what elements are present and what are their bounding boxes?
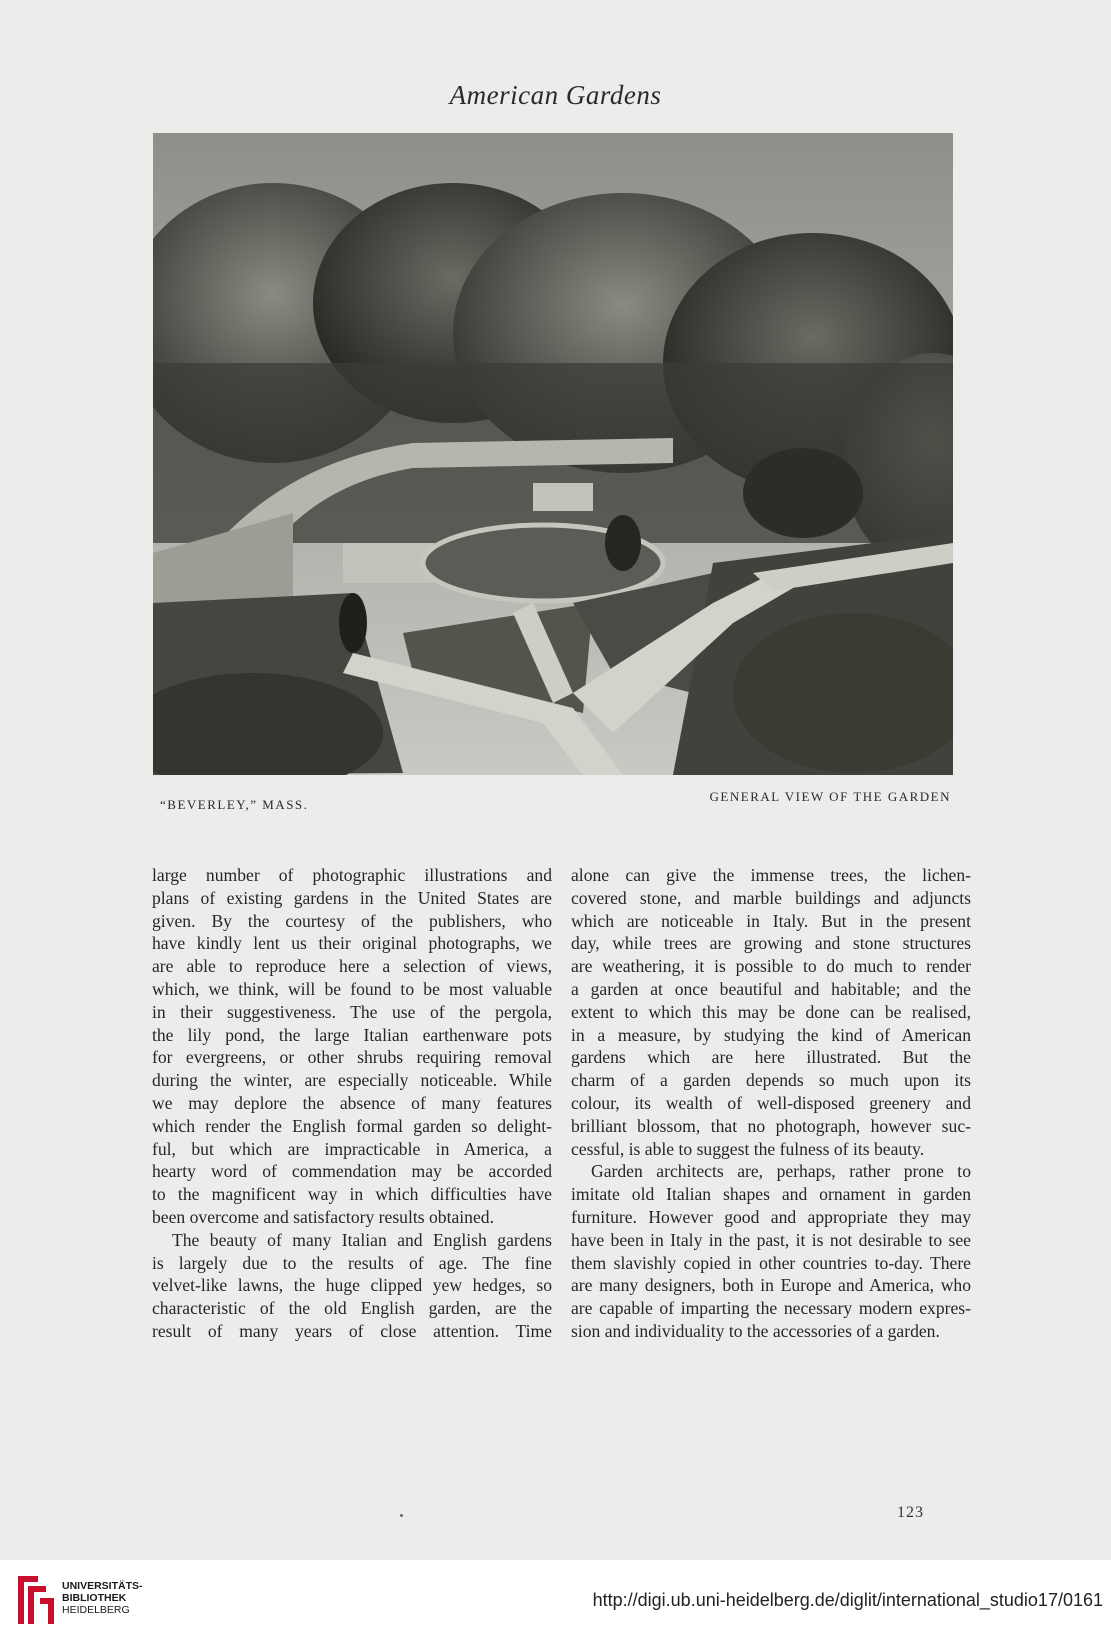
text-line: sion and individuality to the accessories of a garden.: [571, 1320, 940, 1341]
text-line: which render the English formal garden so delight-: [152, 1115, 552, 1136]
garden-photograph: [153, 133, 953, 775]
university-library-logo-icon: [12, 1572, 58, 1628]
text-line: the lily pond, the large Italian earthenware pots: [152, 1024, 552, 1045]
text-line: day, while trees are growing and stone structures: [571, 933, 971, 954]
text-line: The beauty of many Italian and English gardens: [172, 1229, 552, 1250]
page-number: 123: [897, 1504, 924, 1521]
library-name-line: HEIDELBERG: [62, 1604, 130, 1616]
text-line: imitate old Italian shapes and ornament in garden: [571, 1184, 971, 1205]
text-column-right: [571, 864, 971, 1343]
text-line: them slavishly copied in other countries to-day. There: [571, 1252, 971, 1273]
text-line: are many designers, both in Europe and America, who: [571, 1275, 971, 1296]
text-line: characteristic of the old English garden, are the: [152, 1298, 552, 1319]
text-line: during the winter, are especially noticeable. While: [152, 1070, 552, 1091]
text-line: have kindly lent us their original photographs, we: [152, 933, 552, 954]
running-title: American Gardens: [449, 80, 662, 110]
caption-title: GENERAL VIEW OF THE GARDEN: [709, 789, 951, 804]
text-line: ful, but which are impracticable in America, a: [152, 1138, 552, 1159]
text-line: which, we think, will be found to be most valuable: [152, 978, 552, 999]
text-line: in a measure, by studying the kind of American: [571, 1024, 971, 1045]
text-line: gardens which are here illustrated. But the: [571, 1047, 971, 1068]
library-name-line: UNIVERSITÄTS-: [62, 1580, 143, 1592]
text-line: plans of existing gardens in the United States are: [152, 887, 552, 908]
text-line: for evergreens, or other shrubs requiring removal: [152, 1047, 552, 1068]
text-line: are capable of imparting the necessary modern expres-: [571, 1298, 971, 1319]
text-line: a garden at once beautiful and habitable; and the: [571, 978, 971, 999]
text-line: charm of a garden depends so much upon its: [571, 1070, 971, 1091]
library-name: [62, 1580, 143, 1616]
text-line: have been in Italy in the past, it is not desirable to see: [571, 1229, 971, 1250]
text-line: are able to reproduce here a selection of views,: [152, 956, 552, 977]
text-line: extent to which this may be done can be realised,: [571, 1001, 971, 1022]
library-name-line: BIBLIOTHEK: [62, 1592, 127, 1604]
text-line: to the magnificent way in which difficulties have: [152, 1184, 552, 1205]
text-line: velvet-like lawns, the huge clipped yew hedges, so: [152, 1275, 552, 1296]
text-line: is largely due to the results of age. The fine: [152, 1252, 552, 1273]
text-line: colour, its wealth of well-disposed greenery and: [571, 1092, 971, 1113]
text-line: Garden architects are, perhaps, rather prone to: [591, 1161, 971, 1182]
text-line: which are noticeable in Italy. But in the present: [571, 910, 971, 931]
text-line: result of many years of close attention. Time: [152, 1320, 552, 1341]
text-line: cessful, is able to suggest the fulness of its beauty.: [571, 1138, 925, 1159]
text-column-left: [152, 864, 552, 1343]
text-line: covered stone, and marble buildings and adjuncts: [571, 887, 971, 908]
text-line: been overcome and satisfactory results obtained.: [152, 1206, 494, 1227]
library-footer: [0, 1560, 1111, 1640]
text-line: alone can give the immense trees, the lichen-: [571, 865, 971, 885]
caption-location: “BEVERLEY,” MASS.: [160, 797, 309, 812]
text-line: given. By the courtesy of the publishers, who: [152, 910, 552, 931]
text-line: furniture. However good and appropriate they may: [571, 1206, 971, 1227]
text-line: are weathering, it is possible to do much to render: [571, 956, 971, 977]
text-line: brilliant blossom, that no photograph, however suc-: [571, 1115, 971, 1136]
text-line: hearty word of commendation may be accorded: [152, 1161, 552, 1182]
source-url-link[interactable]: http://digi.ub.uni-heidelberg.de/diglit/international_studio17/0161: [592, 1590, 1103, 1610]
text-line: in their suggestiveness. The use of the pergola,: [152, 1001, 552, 1022]
text-line: we may deplore the absence of many features: [152, 1092, 552, 1113]
text-line: large number of photographic illustrations and: [152, 865, 552, 885]
stray-mark: [400, 1514, 403, 1517]
